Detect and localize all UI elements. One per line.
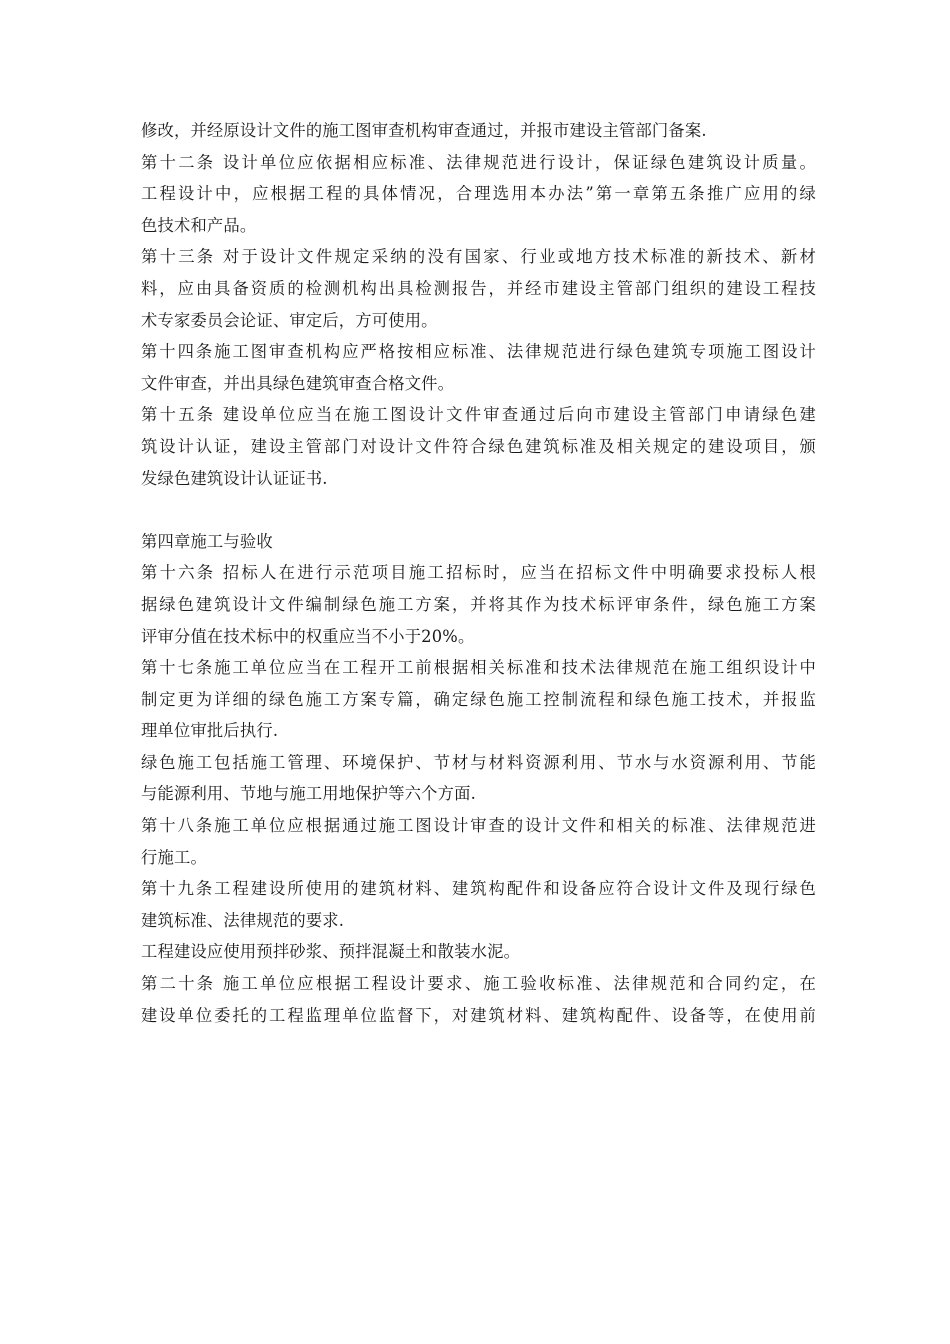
text-line: 据绿色建筑设计文件编制绿色施工方案，并将其作为技术标评审条件，绿色施工方案	[141, 594, 816, 614]
text-line: 与能源利用、节地与施工用地保护等六个方面.	[141, 784, 477, 804]
text-line: 文件审查，并出具绿色建筑审查合格文件。	[141, 373, 455, 393]
text-line: 评审分值在技术标中的权重应当不小于20%。	[141, 626, 475, 646]
text-line: 料，应由具备资质的检测机构出具检测报告，并经市建设主管部门组织的建设工程技	[141, 278, 816, 298]
text-line: 绿色施工包括施工管理、环境保护、节材与材料资源利用、节水与水资源利用、节能	[141, 752, 816, 772]
paragraph-gap	[141, 494, 816, 526]
text-line: 筑设计认证，建设主管部门对设计文件符合绿色建筑标准及相关规定的建设项目，颁	[141, 436, 816, 456]
text-line: 色技术和产品。	[141, 215, 257, 235]
text-line: 工程建设应使用预拌砂浆、预拌混凝土和散装水泥。	[141, 942, 521, 962]
text-line: 术专家委员会论证、审定后，方可使用。	[141, 310, 438, 330]
text-line: 第十五条 建设单位应当在施工图设计文件审查通过后向市建设主管部门申请绿色建	[141, 405, 816, 425]
document-body	[141, 115, 816, 1031]
text-line: 行施工。	[141, 847, 207, 867]
text-line: 第十六条 招标人在进行示范项目施工招标时，应当在招标文件中明确要求投标人根	[141, 563, 816, 583]
text-line: 第十八条施工单位应根据通过施工图设计审查的设计文件和相关的标准、法律规范进	[141, 816, 816, 836]
text-line: 第十九条工程建设所使用的建筑材料、建筑构配件和设备应符合设计文件及现行绿色	[141, 879, 816, 899]
text-line: 理单位审批后执行.	[141, 721, 279, 741]
text-line: 第十二条 设计单位应依据相应标准、法律规范进行设计，保证绿色建筑设计质量。	[141, 152, 816, 172]
text-line: 发绿色建筑设计认证证书.	[141, 468, 328, 488]
text-line: 建筑标准、法律规范的要求.	[141, 910, 345, 930]
text-line: 第二十条 施工单位应根据工程设计要求、施工验收标准、法律规范和合同约定，在	[141, 974, 816, 994]
text-line: 第十四条施工图审查机构应严格按相应标准、法律规范进行绿色建筑专项施工图设计	[141, 342, 816, 362]
text-line: 第四章施工与验收	[141, 531, 273, 551]
text-line: 第十七条施工单位应当在工程开工前根据相关标准和技术法律规范在施工组织设计中	[141, 658, 816, 678]
text-line: 制定更为详细的绿色施工方案专篇，确定绿色施工控制流程和绿色施工技术，并报监	[141, 689, 816, 709]
text-line: 第十三条 对于设计文件规定采纳的没有国家、行业或地方技术标准的新技术、新材	[141, 247, 816, 267]
text-line: 工程设计中，应根据工程的具体情况，合理选用本办法”第一章第五条推广应用的绿	[141, 184, 816, 204]
text-line: 修改，并经原设计文件的施工图审查机构审查通过，并报市建设主管部门备案.	[141, 121, 707, 140]
text-line: 建设单位委托的工程监理单位监督下，对建筑材料、建筑构配件、设备等，在使用前	[141, 1005, 816, 1025]
